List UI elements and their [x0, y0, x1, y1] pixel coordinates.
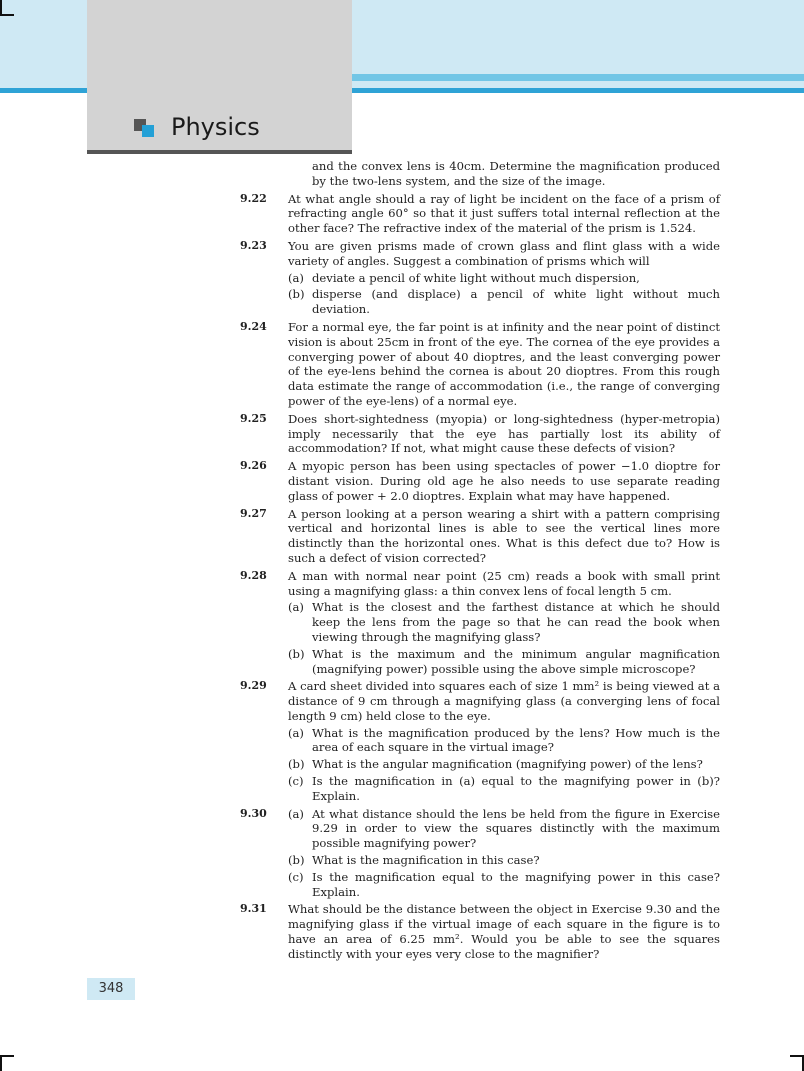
subject-logo-accent-icon — [142, 125, 154, 137]
sub-question-text: At what distance should the lens be held from the figure in Exercise 9.29 in order to view the squares distinctly with the maximum possible magnifying power? — [312, 806, 720, 851]
sub-question — [288, 870, 720, 900]
question-body — [288, 320, 720, 409]
sub-question-text: What is the magnification produced by the lens? How much is the area of each square in the virtual image? — [312, 725, 720, 755]
sub-question — [288, 853, 720, 868]
sub-question-label: (a) — [288, 270, 304, 285]
sub-question — [288, 807, 720, 851]
question-text: For a normal eye, the far point is at infinity and the near point of distinct vision is about 25cm in front of the eye. The cornea of the eye provides a converging power of about 40 dioptres, and the least converging power of the eye-lens behind the cornea is about 20 dioptres. From this rough data estimate the range of accommodation (i.e., the range of converging power of the eye-lens) of a normal eye. — [288, 319, 720, 408]
sub-question-label: (c) — [288, 774, 304, 789]
header-stripe — [352, 74, 804, 81]
sub-question-label: (a) — [288, 725, 304, 740]
header-underline — [87, 150, 352, 154]
sub-question — [288, 600, 720, 644]
sub-question-label: (a) — [288, 600, 304, 615]
sub-question-text: What is the maximum and the minimum angular magnification (magnifying power) possible using the above simple microscope? — [312, 646, 720, 676]
question-body — [288, 569, 720, 677]
sub-question-text: deviate a pencil of white light without much dispersion, — [312, 270, 640, 285]
question-number: 9.25 — [240, 411, 267, 425]
question-body — [288, 412, 720, 456]
sub-question-label: (b) — [288, 757, 305, 772]
question-body — [288, 192, 720, 236]
sub-question-label: (b) — [288, 646, 305, 661]
question-number: 9.28 — [240, 568, 267, 582]
question-item — [240, 239, 720, 317]
sub-question — [288, 757, 720, 772]
question-text: At what angle should a ray of light be incident on the face of a prism of refracting angle 60° so that it just suffers total internal reflection at the other face? The refractive index of the material of the prism is 1.524. — [288, 191, 720, 236]
question-text: A man with normal near point (25 cm) reads a book with small print using a magnifying glass: a thin convex lens of focal length 5 cm. — [288, 568, 720, 598]
question-body — [288, 902, 720, 961]
sub-question — [288, 287, 720, 317]
sub-question — [288, 726, 720, 756]
question-item — [240, 459, 720, 503]
question-body — [288, 507, 720, 566]
sub-question-text: disperse (and displace) a pencil of white light without much deviation. — [312, 287, 720, 317]
crop-mark — [0, 1055, 14, 1057]
question-item — [240, 412, 720, 456]
question-number: 9.22 — [240, 191, 267, 205]
question-text: Does short-sightedness (myopia) or long-sightedness (hyper-metropia) imply necessarily that the eye has partially lost its ability of accommodation? If not, what might cause these defects of vision? — [288, 411, 720, 456]
question-text: A card sheet divided into squares each of size 1 mm² is being viewed at a distance of 9 cm through a magnifying glass (a converging lens of focal length 9 cm) held close to the eye. — [288, 679, 720, 723]
question-item — [240, 679, 720, 803]
question-item — [240, 807, 720, 900]
question-item — [240, 507, 720, 566]
sub-question-label: (b) — [288, 853, 305, 868]
question-body — [288, 679, 720, 803]
continued-text: and the convex lens is 40cm. Determine the magnification produced by the two-lens system, and the size of the image. — [312, 159, 720, 188]
page-number: 348 — [87, 978, 135, 1000]
question-text: What should be the distance between the object in Exercise 9.30 and the magnifying glass if the virtual image of each square in the figure is to have an area of 6.25 mm². Would you be able to see the squares distinctly with your eyes very close to the magnifier? — [288, 902, 720, 961]
sub-question-label: (c) — [288, 869, 304, 884]
question-body — [288, 807, 720, 900]
crop-mark — [790, 1055, 804, 1057]
subject-title: Physics — [171, 113, 260, 141]
sub-question-label: (b) — [288, 287, 305, 302]
question-number: 9.27 — [240, 506, 267, 520]
question-item — [240, 192, 720, 236]
question-text: A person looking at a person wearing a shirt with a pattern comprising vertical and horizontal lines is able to see the vertical lines more distinctly than the horizontal ones. What is this defect due to? How is such a defect of vision corrected? — [288, 506, 720, 565]
sub-question-text: Is the magnification equal to the magnifying power in this case? Explain. — [312, 869, 720, 899]
question-number: 9.30 — [240, 806, 267, 820]
sub-question-text: What is the magnification in this case? — [312, 853, 540, 868]
question-item — [240, 320, 720, 409]
question-number: 9.29 — [240, 679, 267, 693]
question-body — [288, 459, 720, 503]
sub-question — [288, 647, 720, 677]
question-item — [240, 569, 720, 677]
question-text: You are given prisms made of crown glass and flint glass with a wide variety of angles. Suggest a combination of prisms which will — [288, 238, 720, 268]
crop-mark — [0, 14, 14, 16]
question-number: 9.26 — [240, 459, 267, 473]
question-list — [240, 192, 720, 962]
sub-question — [288, 774, 720, 804]
question-number: 9.31 — [240, 902, 267, 916]
exercise-list — [240, 159, 720, 965]
question-number: 9.24 — [240, 319, 267, 333]
question-item — [240, 902, 720, 961]
crop-mark — [0, 1055, 2, 1071]
sub-question-text: What is the angular magnification (magnifying power) of the lens? — [312, 757, 703, 772]
question-number: 9.23 — [240, 238, 267, 252]
question-text: A myopic person has been using spectacles of power −1.0 dioptre for distant vision. During old age he also needs to use separate reading glass of power + 2.0 dioptres. Explain what may have happened. — [288, 459, 720, 503]
question-body — [288, 239, 720, 317]
sub-question-text: Is the magnification in (a) equal to the magnifying power in (b)? Explain. — [312, 774, 720, 803]
sub-question-label: (a) — [288, 806, 304, 821]
sub-question — [288, 271, 720, 286]
sub-question-text: What is the closest and the farthest distance at which he should keep the lens from the page so that he can read the book when viewing through the magnifying glass? — [312, 600, 720, 644]
